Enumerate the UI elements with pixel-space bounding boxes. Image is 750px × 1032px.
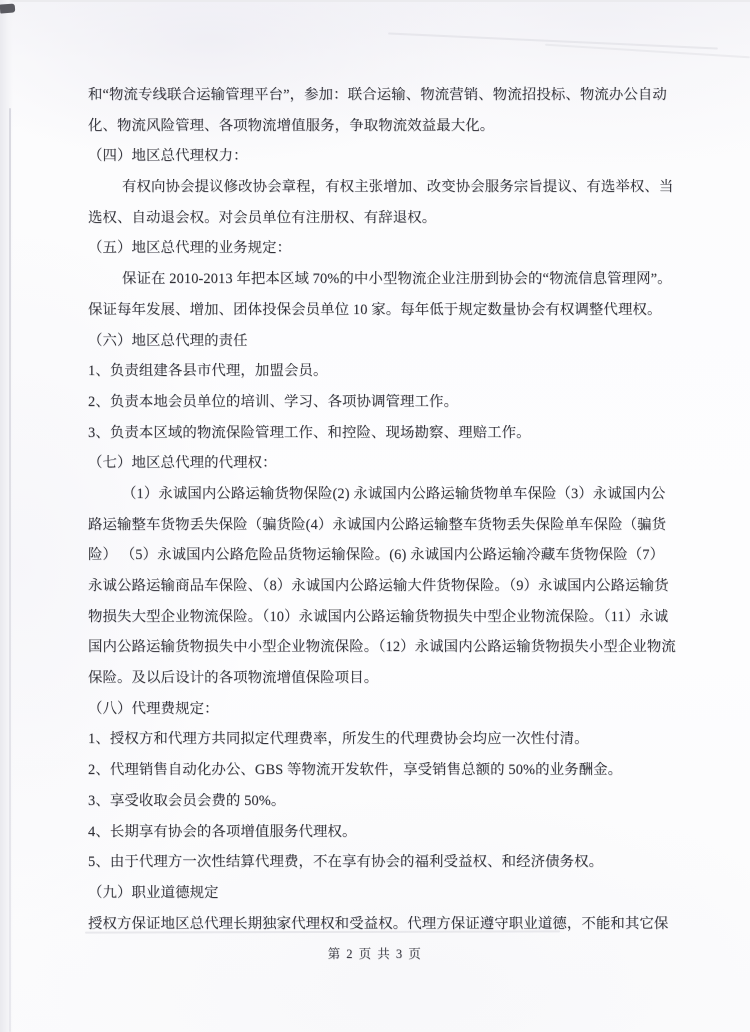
- scan-crease: [388, 33, 718, 49]
- document-line: 1、授权方和代理方共同拟定代理费率，所发生的代理费协会均应一次性付清。: [88, 731, 589, 748]
- scan-left-edge: [0, 0, 13, 1032]
- document-line: （九）职业道德规定: [88, 884, 219, 901]
- document-line: 4、长期享有协会的各项增值服务代理权。: [88, 823, 357, 840]
- document-line: 有权向协会提议修改协会章程，有权主张增加、改变协会服务宗旨提议、有选举权、当: [122, 179, 674, 196]
- document-line: （五）地区总代理的业务规定：: [88, 240, 292, 257]
- document-line: 1、负责组建各县市代理，加盟会员。: [88, 363, 328, 380]
- document-line: 3、享受收取会员会费的 50%。: [88, 792, 286, 809]
- scan-corner-artifact: [0, 3, 15, 13]
- document-line: 物损失大型企业物流保险。（10）永诚国内公路运输货物损失中型企业物流保险。（11）永诚: [88, 608, 669, 625]
- document-line: （四）地区总代理权力：: [88, 148, 248, 165]
- document-line: 保证每年发展、增加、团体投保会员单位 10 家。每年低于规定数量协会有权调整代理权。: [88, 301, 662, 318]
- document-line: 2、负责本地会员单位的培训、学习、各项协调管理工作。: [88, 393, 459, 410]
- document-line: 保证在 2010-2013 年把本区域 70%的中小型物流企业注册到协会的“物流信息管理网”。: [122, 271, 672, 288]
- document-line: 永诚公路运输商品车保险、（8）永诚国内公路运输大件货物保险。（9）永诚国内公路运输货: [88, 578, 669, 594]
- document-line: 选权、自动退会权。对会员单位有注册权、有辞退权。: [88, 209, 437, 226]
- document-line: 化、物流风险管理、各项物流增值服务，争取物流效益最大化。: [88, 117, 495, 134]
- document-line: 险） （5）永诚国内公路危险品货物运输保险。(6) 永诚国内公路运输冷藏车货物保险（7）: [88, 547, 665, 564]
- document-line: 路运输整车货物丢失保险（骗货险(4）永诚国内公路运输整车货物丢失保险单车保险（骗货: [88, 516, 667, 533]
- document-line: 5、由于代理方一次性结算代理费，不在享有协会的福利受益权、和经济债务权。: [88, 854, 604, 871]
- document-line: 授权方保证地区总代理长期独家代理权和受益权。代理方保证遵守职业道德，不能和其它保: [88, 915, 669, 932]
- document-line: 和“物流专线联合运输管理平台”，参加：联合运输、物流营销、物流招投标、物流办公自动: [88, 87, 667, 103]
- document-line: （六）地区总代理的责任: [88, 332, 248, 349]
- scan-top-edge: [0, 0, 750, 2]
- document-line: （1）永诚国内公路运输货物保险(2) 永诚国内公路运输货物单车保险（3）永诚国内公: [122, 485, 666, 502]
- document-line: 3、负责本区域的物流保险管理工作、和控险、现场勘察、理赔工作。: [88, 424, 531, 441]
- document-body: [88, 80, 682, 939]
- document-line: 保险。及以后设计的各项物流增值保险项目。: [88, 670, 379, 687]
- document-line: （七）地区总代理的代理权：: [88, 455, 277, 472]
- page-number: 第 2 页 共 3 页: [327, 947, 423, 961]
- scan-crease: [545, 44, 750, 58]
- scan-left-edge-line: [9, 108, 11, 1032]
- document-line: 2、代理销售自动化办公、GBS 等物流开发软件，享受销售总额的 50%的业务酬金。: [88, 762, 623, 779]
- document-line: 国内公路运输货物损失中小型企业物流保险。（12）永诚国内公路运输货物损失小型企业物流: [88, 639, 676, 656]
- document-line: （八）代理费规定：: [88, 700, 219, 717]
